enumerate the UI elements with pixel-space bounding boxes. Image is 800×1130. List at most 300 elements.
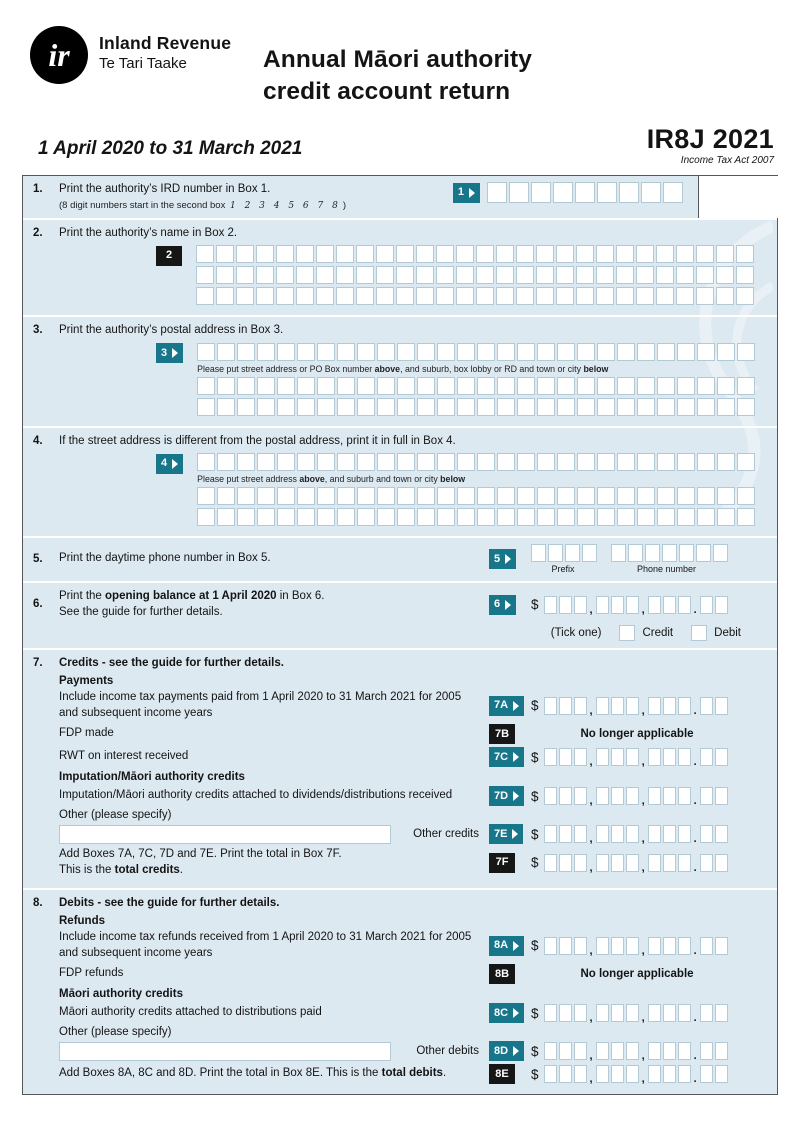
input-cell[interactable] — [574, 748, 587, 766]
input-cell[interactable] — [416, 266, 434, 284]
input-cell[interactable] — [637, 453, 655, 471]
input-cell[interactable] — [531, 544, 546, 562]
input-cell[interactable] — [256, 266, 274, 284]
input-cell[interactable] — [657, 343, 675, 361]
input-cell[interactable] — [663, 596, 676, 614]
input-cell[interactable] — [457, 508, 475, 526]
input-cell[interactable] — [611, 697, 624, 715]
input-cell[interactable] — [700, 787, 713, 805]
input-cell[interactable] — [337, 487, 355, 505]
input-cell[interactable] — [537, 398, 555, 416]
input-cell[interactable] — [377, 377, 395, 395]
input-cell[interactable] — [256, 287, 274, 305]
input-cell[interactable] — [516, 266, 534, 284]
input-cell[interactable] — [715, 1065, 728, 1083]
input-cell[interactable] — [217, 343, 235, 361]
input-cell[interactable] — [700, 697, 713, 715]
input-cell[interactable] — [537, 487, 555, 505]
input-cell[interactable] — [700, 937, 713, 955]
input-cell[interactable] — [576, 287, 594, 305]
input-cell[interactable] — [297, 377, 315, 395]
input-cell[interactable] — [663, 1004, 676, 1022]
input-cell[interactable] — [377, 398, 395, 416]
input-cell[interactable] — [317, 377, 335, 395]
input-cell[interactable] — [196, 245, 214, 263]
input-cell[interactable] — [619, 182, 639, 203]
input-cell[interactable] — [677, 398, 695, 416]
input-cell[interactable] — [611, 544, 626, 562]
input-cell[interactable] — [597, 182, 617, 203]
input-cell[interactable] — [377, 343, 395, 361]
input-cell[interactable] — [611, 1065, 624, 1083]
input-cell[interactable] — [611, 787, 624, 805]
input-cell[interactable] — [597, 508, 615, 526]
input-cell[interactable] — [357, 398, 375, 416]
input-cell[interactable] — [277, 377, 295, 395]
input-cell[interactable] — [574, 1065, 587, 1083]
input-cell[interactable] — [574, 596, 587, 614]
input-cell[interactable] — [517, 398, 535, 416]
input-cell[interactable] — [617, 487, 635, 505]
input-cell[interactable] — [356, 245, 374, 263]
input-cell[interactable] — [648, 1065, 661, 1083]
input-cell[interactable] — [316, 287, 334, 305]
input-cell[interactable] — [276, 266, 294, 284]
input-cell[interactable] — [596, 287, 614, 305]
input-cell[interactable] — [663, 182, 683, 203]
input-cell[interactable] — [396, 245, 414, 263]
input-cell[interactable] — [417, 377, 435, 395]
input-cell[interactable] — [257, 343, 275, 361]
input-cell[interactable] — [236, 287, 254, 305]
input-cell[interactable] — [626, 825, 639, 843]
input-cell[interactable] — [636, 287, 654, 305]
input-cell[interactable] — [457, 487, 475, 505]
input-cell[interactable] — [713, 544, 728, 562]
input-cell[interactable] — [377, 453, 395, 471]
input-cell[interactable] — [557, 343, 575, 361]
input-cell[interactable] — [716, 266, 734, 284]
input-cell[interactable] — [596, 937, 609, 955]
input-cell[interactable] — [556, 287, 574, 305]
input-cell[interactable] — [576, 245, 594, 263]
input-cell[interactable] — [677, 343, 695, 361]
input-cell[interactable] — [548, 544, 563, 562]
input-cell[interactable] — [297, 343, 315, 361]
input-cell[interactable] — [517, 377, 535, 395]
input-cell[interactable] — [696, 544, 711, 562]
input-cell[interactable] — [217, 377, 235, 395]
input-cell[interactable] — [663, 697, 676, 715]
input-cell[interactable] — [663, 854, 676, 872]
input-cell[interactable] — [337, 453, 355, 471]
input-cell[interactable] — [737, 487, 755, 505]
input-cell[interactable] — [678, 1065, 691, 1083]
input-cell[interactable] — [716, 245, 734, 263]
input-cell[interactable] — [597, 487, 615, 505]
input-cell[interactable] — [557, 398, 575, 416]
input-cell[interactable] — [377, 487, 395, 505]
input-cell[interactable] — [257, 377, 275, 395]
input-cell[interactable] — [396, 266, 414, 284]
input-cell[interactable] — [553, 182, 573, 203]
input-cell[interactable] — [611, 854, 624, 872]
input-cell[interactable] — [417, 508, 435, 526]
input-cell[interactable] — [715, 748, 728, 766]
input-cell[interactable] — [197, 343, 215, 361]
input-cell[interactable] — [648, 596, 661, 614]
input-cell[interactable] — [596, 825, 609, 843]
input-cell[interactable] — [337, 398, 355, 416]
input-cell[interactable] — [577, 487, 595, 505]
input-cell[interactable] — [497, 343, 515, 361]
input-cell[interactable] — [678, 596, 691, 614]
input-cell[interactable] — [596, 266, 614, 284]
input-cell[interactable] — [356, 266, 374, 284]
input-cell[interactable] — [257, 453, 275, 471]
input-cell[interactable] — [457, 398, 475, 416]
input-cell[interactable] — [337, 377, 355, 395]
input-cell[interactable] — [736, 287, 754, 305]
input-cell[interactable] — [648, 697, 661, 715]
input-cell[interactable] — [436, 266, 454, 284]
input-cell[interactable] — [715, 596, 728, 614]
input-cell[interactable] — [277, 487, 295, 505]
input-cell[interactable] — [337, 343, 355, 361]
input-cell[interactable] — [557, 508, 575, 526]
input-cell[interactable] — [626, 1042, 639, 1060]
input-cell[interactable] — [641, 182, 661, 203]
input-cell[interactable] — [577, 508, 595, 526]
input-cell[interactable] — [697, 453, 715, 471]
input-cell[interactable] — [531, 182, 551, 203]
input-cell[interactable] — [336, 266, 354, 284]
input-cell[interactable] — [737, 453, 755, 471]
input-cell[interactable] — [496, 287, 514, 305]
input-cell[interactable] — [536, 266, 554, 284]
input-cell[interactable] — [657, 487, 675, 505]
input-cell[interactable] — [576, 266, 594, 284]
input-cell[interactable] — [517, 487, 535, 505]
input-cell[interactable] — [636, 266, 654, 284]
input-cell[interactable] — [596, 787, 609, 805]
input-cell[interactable] — [715, 1004, 728, 1022]
input-cell[interactable] — [657, 377, 675, 395]
input-cell[interactable] — [197, 508, 215, 526]
input-cell[interactable] — [648, 825, 661, 843]
input-cell[interactable] — [297, 508, 315, 526]
input-cell[interactable] — [397, 377, 415, 395]
input-cell[interactable] — [544, 825, 557, 843]
input-cell[interactable] — [356, 287, 374, 305]
input-cell[interactable] — [297, 453, 315, 471]
input-cell[interactable] — [737, 343, 755, 361]
input-cell[interactable] — [237, 398, 255, 416]
input-cell[interactable] — [497, 508, 515, 526]
input-cell[interactable] — [611, 1042, 624, 1060]
input-cell[interactable] — [416, 287, 434, 305]
input-cell[interactable] — [456, 266, 474, 284]
input-cell[interactable] — [436, 287, 454, 305]
input-cell[interactable] — [477, 487, 495, 505]
input-cell[interactable] — [217, 487, 235, 505]
input-cell[interactable] — [574, 1004, 587, 1022]
input-cell[interactable] — [556, 245, 574, 263]
input-cell[interactable] — [663, 748, 676, 766]
input-cell[interactable] — [497, 398, 515, 416]
input-cell[interactable] — [617, 343, 635, 361]
input-cell[interactable] — [637, 377, 655, 395]
input-cell[interactable] — [715, 787, 728, 805]
input-cell[interactable] — [537, 343, 555, 361]
input-cell[interactable] — [626, 697, 639, 715]
input-cell[interactable] — [417, 343, 435, 361]
input-cell[interactable] — [357, 377, 375, 395]
input-cell[interactable] — [497, 487, 515, 505]
input-cell[interactable] — [417, 487, 435, 505]
input-cell[interactable] — [715, 1042, 728, 1060]
input-cell[interactable] — [696, 245, 714, 263]
input-cell[interactable] — [487, 182, 507, 203]
input-cell[interactable] — [574, 825, 587, 843]
input-cell[interactable] — [636, 245, 654, 263]
input-cell[interactable] — [457, 453, 475, 471]
input-cell[interactable] — [517, 508, 535, 526]
input-cell[interactable] — [197, 398, 215, 416]
input-cell[interactable] — [216, 245, 234, 263]
input-cell[interactable] — [715, 825, 728, 843]
input-cell[interactable] — [457, 377, 475, 395]
input-cell[interactable] — [396, 287, 414, 305]
input-cell[interactable] — [656, 245, 674, 263]
input-cell[interactable] — [536, 287, 554, 305]
input-cell[interactable] — [537, 377, 555, 395]
input-cell[interactable] — [656, 266, 674, 284]
input-cell[interactable] — [700, 1065, 713, 1083]
input-cell[interactable] — [565, 544, 580, 562]
input-cell[interactable] — [577, 377, 595, 395]
input-cell[interactable] — [256, 245, 274, 263]
input-cell[interactable] — [544, 697, 557, 715]
input-cell[interactable] — [596, 697, 609, 715]
input-cell[interactable] — [456, 287, 474, 305]
input-cell[interactable] — [557, 487, 575, 505]
input-cell[interactable] — [337, 508, 355, 526]
input-cell[interactable] — [437, 453, 455, 471]
input-cell[interactable] — [497, 453, 515, 471]
input-cell[interactable] — [637, 398, 655, 416]
input-cell[interactable] — [663, 1042, 676, 1060]
input-cell[interactable] — [476, 266, 494, 284]
input-cell[interactable] — [596, 854, 609, 872]
other-credits-input[interactable] — [59, 825, 391, 844]
input-cell[interactable] — [436, 245, 454, 263]
input-cell[interactable] — [596, 596, 609, 614]
input-cell[interactable] — [611, 596, 624, 614]
input-cell[interactable] — [611, 748, 624, 766]
input-cell[interactable] — [717, 398, 735, 416]
input-cell[interactable] — [574, 697, 587, 715]
input-cell[interactable] — [700, 596, 713, 614]
input-cell[interactable] — [236, 245, 254, 263]
input-cell[interactable] — [575, 182, 595, 203]
input-cell[interactable] — [216, 266, 234, 284]
input-cell[interactable] — [237, 487, 255, 505]
input-cell[interactable] — [196, 287, 214, 305]
input-cell[interactable] — [477, 453, 495, 471]
input-cell[interactable] — [648, 1042, 661, 1060]
input-cell[interactable] — [397, 398, 415, 416]
input-cell[interactable] — [559, 937, 572, 955]
input-cell[interactable] — [626, 937, 639, 955]
input-cell[interactable] — [616, 266, 634, 284]
input-cell[interactable] — [476, 245, 494, 263]
input-cell[interactable] — [737, 398, 755, 416]
input-cell[interactable] — [544, 1065, 557, 1083]
input-cell[interactable] — [736, 245, 754, 263]
input-cell[interactable] — [544, 1004, 557, 1022]
input-cell[interactable] — [616, 287, 634, 305]
input-cell[interactable] — [437, 508, 455, 526]
input-cell[interactable] — [296, 287, 314, 305]
input-cell[interactable] — [597, 453, 615, 471]
input-cell[interactable] — [237, 453, 255, 471]
input-cell[interactable] — [559, 697, 572, 715]
input-cell[interactable] — [297, 487, 315, 505]
input-cell[interactable] — [677, 508, 695, 526]
input-cell[interactable] — [257, 487, 275, 505]
input-cell[interactable] — [296, 266, 314, 284]
input-cell[interactable] — [437, 398, 455, 416]
input-cell[interactable] — [376, 287, 394, 305]
input-cell[interactable] — [316, 266, 334, 284]
input-cell[interactable] — [437, 343, 455, 361]
input-cell[interactable] — [700, 854, 713, 872]
input-cell[interactable] — [544, 937, 557, 955]
input-cell[interactable] — [497, 377, 515, 395]
input-cell[interactable] — [516, 245, 534, 263]
input-cell[interactable] — [679, 544, 694, 562]
input-cell[interactable] — [697, 398, 715, 416]
input-cell[interactable] — [517, 453, 535, 471]
input-cell[interactable] — [626, 1004, 639, 1022]
input-cell[interactable] — [626, 748, 639, 766]
input-cell[interactable] — [377, 508, 395, 526]
input-cell[interactable] — [437, 377, 455, 395]
input-cell[interactable] — [626, 787, 639, 805]
input-cell[interactable] — [217, 453, 235, 471]
input-cell[interactable] — [596, 1065, 609, 1083]
input-cell[interactable] — [509, 182, 529, 203]
input-cell[interactable] — [657, 398, 675, 416]
input-cell[interactable] — [626, 1065, 639, 1083]
input-cell[interactable] — [357, 508, 375, 526]
input-cell[interactable] — [516, 287, 534, 305]
input-cell[interactable] — [596, 748, 609, 766]
input-cell[interactable] — [559, 854, 572, 872]
input-cell[interactable] — [663, 937, 676, 955]
input-cell[interactable] — [477, 377, 495, 395]
input-cell[interactable] — [457, 343, 475, 361]
input-cell[interactable] — [700, 748, 713, 766]
input-cell[interactable] — [257, 508, 275, 526]
input-cell[interactable] — [559, 748, 572, 766]
input-cell[interactable] — [417, 453, 435, 471]
input-cell[interactable] — [196, 266, 214, 284]
input-cell[interactable] — [662, 544, 677, 562]
input-cell[interactable] — [657, 508, 675, 526]
input-cell[interactable] — [296, 245, 314, 263]
input-cell[interactable] — [677, 453, 695, 471]
input-cell[interactable] — [544, 596, 557, 614]
input-cell[interactable] — [700, 825, 713, 843]
input-cell[interactable] — [616, 245, 634, 263]
input-cell[interactable] — [617, 508, 635, 526]
input-cell[interactable] — [717, 453, 735, 471]
input-cell[interactable] — [717, 487, 735, 505]
input-cell[interactable] — [277, 398, 295, 416]
input-cell[interactable] — [559, 1004, 572, 1022]
input-cell[interactable] — [317, 487, 335, 505]
input-cell[interactable] — [678, 1004, 691, 1022]
input-cell[interactable] — [217, 508, 235, 526]
input-cell[interactable] — [416, 245, 434, 263]
input-cell[interactable] — [700, 1042, 713, 1060]
input-cell[interactable] — [496, 266, 514, 284]
input-cell[interactable] — [544, 854, 557, 872]
input-cell[interactable] — [559, 1042, 572, 1060]
other-debits-input[interactable] — [59, 1042, 391, 1061]
input-cell[interactable] — [477, 508, 495, 526]
input-cell[interactable] — [276, 245, 294, 263]
input-cell[interactable] — [717, 377, 735, 395]
input-cell[interactable] — [637, 343, 655, 361]
input-cell[interactable] — [574, 787, 587, 805]
input-cell[interactable] — [317, 453, 335, 471]
input-cell[interactable] — [536, 245, 554, 263]
input-cell[interactable] — [197, 453, 215, 471]
input-cell[interactable] — [559, 825, 572, 843]
input-cell[interactable] — [737, 377, 755, 395]
input-cell[interactable] — [236, 266, 254, 284]
input-cell[interactable] — [237, 377, 255, 395]
input-cell[interactable] — [678, 697, 691, 715]
input-cell[interactable] — [456, 245, 474, 263]
input-cell[interactable] — [397, 487, 415, 505]
input-cell[interactable] — [257, 398, 275, 416]
input-cell[interactable] — [277, 508, 295, 526]
input-cell[interactable] — [559, 596, 572, 614]
input-cell[interactable] — [437, 487, 455, 505]
input-cell[interactable] — [700, 1004, 713, 1022]
input-cell[interactable] — [557, 377, 575, 395]
input-cell[interactable] — [717, 343, 735, 361]
input-cell[interactable] — [663, 825, 676, 843]
input-cell[interactable] — [477, 398, 495, 416]
input-cell[interactable] — [574, 937, 587, 955]
input-cell[interactable] — [736, 266, 754, 284]
input-cell[interactable] — [237, 343, 255, 361]
input-cell[interactable] — [317, 398, 335, 416]
input-cell[interactable] — [697, 487, 715, 505]
input-cell[interactable] — [317, 508, 335, 526]
input-cell[interactable] — [577, 343, 595, 361]
input-cell[interactable] — [656, 287, 674, 305]
input-cell[interactable] — [676, 287, 694, 305]
input-cell[interactable] — [596, 245, 614, 263]
input-cell[interactable] — [417, 398, 435, 416]
input-cell[interactable] — [276, 287, 294, 305]
